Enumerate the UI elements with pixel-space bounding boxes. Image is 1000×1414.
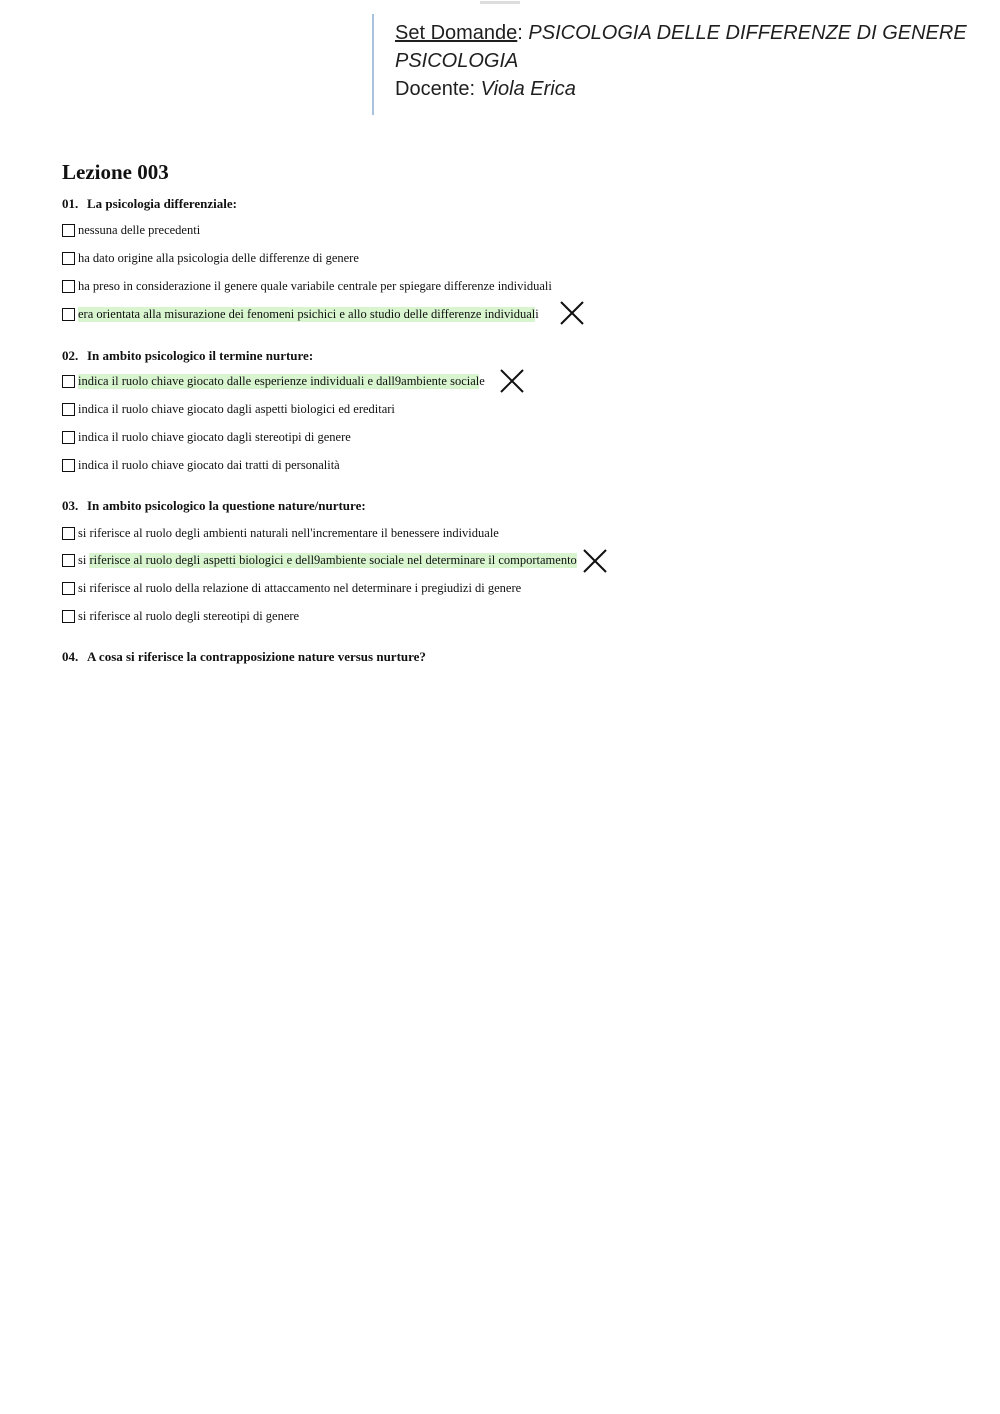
answer-checkbox[interactable] bbox=[62, 582, 75, 595]
question-number: 04. bbox=[62, 649, 79, 664]
answer-text-highlighted: indica il ruolo chiave giocato dalle esperienze individuali e dall9ambiente social bbox=[78, 373, 480, 388]
answer-checkbox[interactable] bbox=[62, 459, 75, 472]
answer-checkbox[interactable] bbox=[62, 403, 75, 416]
teacher-name: Viola Erica bbox=[480, 78, 576, 100]
answer-02-d[interactable] bbox=[62, 456, 340, 474]
answer-text: si riferisce al ruolo degli ambienti naturali nell'incrementare il benessere individuale bbox=[78, 525, 499, 540]
answer-text-highlighted: riferisce al ruolo degli aspetti biologici e dell9ambiente sociale nel determinare il comportamento bbox=[89, 552, 577, 567]
answer-text: si riferisce al ruolo della relazione di attaccamento nel determinare i pregiudizi di genere bbox=[78, 580, 522, 595]
question-text: La psicologia differenziale: bbox=[87, 196, 237, 211]
answer-03-c[interactable] bbox=[62, 579, 521, 597]
question-03 bbox=[62, 498, 366, 514]
question-text: In ambito psicologico la questione nature/nurture: bbox=[87, 498, 366, 513]
set-title-line1: PSICOLOGIA DELLE DIFFERENZE DI GENERE bbox=[528, 22, 967, 44]
answer-checkbox[interactable] bbox=[62, 527, 75, 540]
answer-text-highlighted: era orientata alla misurazione dei fenomeni psichici e allo studio delle differenze individual bbox=[78, 306, 536, 321]
answer-text: indica il ruolo chiave giocato dai tratti di personalità bbox=[78, 457, 340, 472]
set-label: Set Domande bbox=[395, 22, 518, 44]
correct-answer-x-icon bbox=[582, 548, 608, 574]
correct-answer-x-icon bbox=[499, 368, 525, 394]
question-01 bbox=[62, 196, 237, 212]
answer-03-d[interactable] bbox=[62, 607, 299, 625]
answer-01-d[interactable] bbox=[62, 305, 539, 323]
teacher-label: Docente: bbox=[395, 78, 481, 100]
answer-checkbox[interactable] bbox=[62, 224, 75, 237]
answer-checkbox[interactable] bbox=[62, 375, 75, 388]
answer-text-pre: si bbox=[78, 552, 90, 567]
answer-text: si riferisce al ruolo degli stereotipi di genere bbox=[78, 608, 300, 623]
question-text: A cosa si riferisce la contrapposizione nature versus nurture? bbox=[87, 649, 426, 664]
answer-checkbox[interactable] bbox=[62, 610, 75, 623]
document-header bbox=[372, 14, 967, 115]
answer-02-a[interactable] bbox=[62, 372, 485, 390]
question-number: 01. bbox=[62, 196, 79, 211]
answer-01-c[interactable] bbox=[62, 277, 552, 295]
header-set-line bbox=[395, 22, 967, 45]
question-number: 03. bbox=[62, 498, 79, 513]
answer-text: ha dato origine alla psicologia delle differenze di genere bbox=[78, 250, 359, 265]
set-title-line2: PSICOLOGIA bbox=[395, 50, 519, 72]
question-number: 02. bbox=[62, 348, 79, 363]
lesson-title: Lezione 003 bbox=[62, 160, 169, 184]
set-colon: : bbox=[517, 22, 529, 44]
answer-text: i bbox=[535, 306, 539, 321]
correct-answer-x-icon bbox=[559, 300, 585, 326]
answer-03-b[interactable] bbox=[62, 551, 577, 569]
answer-01-b[interactable] bbox=[62, 249, 359, 267]
question-text: In ambito psicologico il termine nurture: bbox=[87, 348, 314, 363]
answer-checkbox[interactable] bbox=[62, 431, 75, 444]
answer-checkbox[interactable] bbox=[62, 554, 75, 567]
answer-text: indica il ruolo chiave giocato dagli stereotipi di genere bbox=[78, 429, 351, 444]
answer-03-a[interactable] bbox=[62, 524, 499, 542]
page-top-mark bbox=[480, 1, 520, 4]
answer-checkbox[interactable] bbox=[62, 308, 75, 321]
answer-checkbox[interactable] bbox=[62, 252, 75, 265]
header-teacher-line bbox=[395, 78, 576, 101]
answer-01-a[interactable] bbox=[62, 221, 200, 239]
answer-02-b[interactable] bbox=[62, 400, 395, 418]
question-02 bbox=[62, 348, 313, 364]
answer-text: e bbox=[479, 373, 485, 388]
question-04 bbox=[62, 649, 426, 665]
answer-text: nessuna delle precedenti bbox=[78, 222, 201, 237]
answer-text: ha preso in considerazione il genere quale variabile centrale per spiegare differenze individuali bbox=[78, 278, 552, 293]
answer-text: indica il ruolo chiave giocato dagli aspetti biologici ed ereditari bbox=[78, 401, 395, 416]
answer-checkbox[interactable] bbox=[62, 280, 75, 293]
answer-02-c[interactable] bbox=[62, 428, 351, 446]
